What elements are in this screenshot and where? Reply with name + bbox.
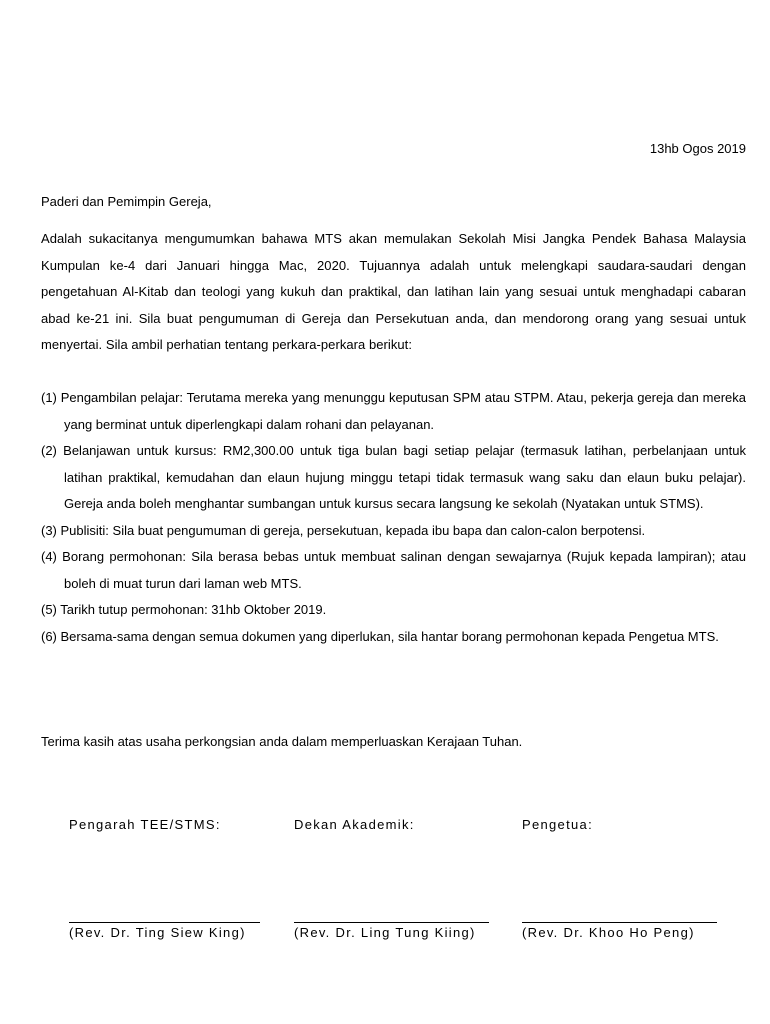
signatory-name: (Rev. Dr. Ling Tung Kiing) xyxy=(294,925,476,940)
signatory-title: Pengetua: xyxy=(522,817,593,832)
signature-block-principal xyxy=(522,817,695,940)
list-item: (2) Belanjawan untuk kursus: RM2,300.00 untuk tiga bulan bagi setiap pelajar (termasuk latihan, perbelanjaan untuk latihan praktikal, kemudahan dan elaun hujung minggu tetapi tidak termasuk wang saku dan elaun buku pelajar). Gereja anda boleh menghantar sumbangan untuk kursus secara langsung ke sekolah (Nyatakan untuk STMS). xyxy=(41,443,746,511)
signatory-title: Dekan Akademik: xyxy=(294,817,415,832)
letter-date: 13hb Ogos 2019 xyxy=(649,141,746,156)
closing-line: Terima kasih atas usaha perkongsian anda dalam memperluaskan Kerajaan Tuhan. xyxy=(41,734,523,749)
signature-line xyxy=(522,922,717,923)
list-item: (5) Tarikh tutup permohonan: 31hb Oktober 2019. xyxy=(41,602,327,617)
list-item: (1) Pengambilan pelajar: Terutama mereka yang menunggu keputusan SPM atau STPM. Atau, pekerja gereja dan mereka yang berminat untuk diperlengkapi dalam rohani dan pelayanan. xyxy=(41,390,746,432)
list-item: (3) Publisiti: Sila buat pengumuman di gereja, persekutuan, kepada ibu bapa dan calon-calon berpotensi. xyxy=(41,522,646,538)
signatory-name: (Rev. Dr. Ting Siew King) xyxy=(69,925,246,940)
signature-line xyxy=(69,922,260,923)
points-list xyxy=(41,385,746,650)
list-item: (4) Borang permohonan: Sila berasa bebas untuk membuat salinan dengan sewajarnya (Rujuk kepada lampiran); atau boleh di muat turun dari laman web MTS. xyxy=(41,549,746,591)
signature-block-dean xyxy=(294,817,476,940)
intro-paragraph: Adalah sukacitanya mengumumkan bahawa MTS akan memulakan Sekolah Misi Jangka Pendek Bahasa Malaysia Kumpulan ke-4 dari Januari hingga Mac, 2020. Tujuannya adalah untuk melengkapi saudara-saudari dengan pengetahuan Al-Kitab dan teologi yang kukuh dan praktikal, dan latihan lain yang sesuai untuk menghadapi cabaran abad ke-21 ini. Sila buat pengumuman di Gereja dan Persekutuan anda, dan mendorong orang yang sesuai untuk menyertai. Sila ambil perhatian tentang perkara-perkara berikut: xyxy=(41,231,746,352)
list-item: (6) Bersama-sama dengan semua dokumen yang diperlukan, sila hantar borang permohonan kepada Pengetua MTS. xyxy=(41,628,719,644)
signatory-name: (Rev. Dr. Khoo Ho Peng) xyxy=(522,925,695,940)
signature-block-director xyxy=(69,817,246,940)
signature-line xyxy=(294,922,489,923)
signatory-title: Pengarah TEE/STMS: xyxy=(69,817,221,832)
salutation: Paderi dan Pemimpin Gereja, xyxy=(41,194,212,209)
